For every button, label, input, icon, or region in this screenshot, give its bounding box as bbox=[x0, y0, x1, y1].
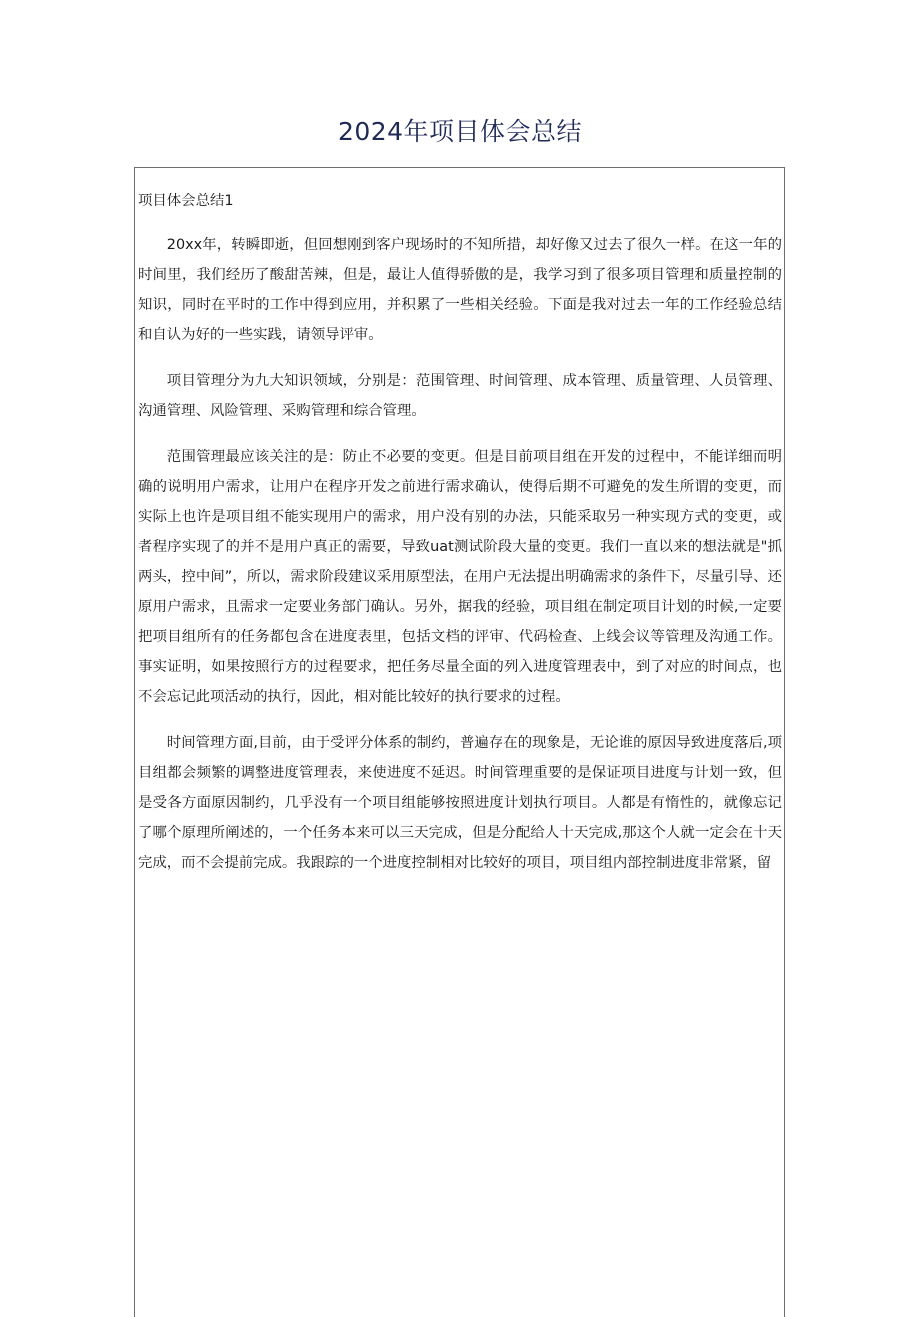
document-title: 2024年项目体会总结 bbox=[337, 117, 583, 146]
paragraph-time-management: 时间管理方面,目前，由于受评分体系的制约，普遍存在的现象是，无论谁的原因导致进度落后,项目组都会频繁的调整进度管理表，来使进度不延迟。时间管理重要的是保证项目进度与计划一致，但是受各方面原因制约，几乎没有一个项目组能够按照进度计划执行项目。人都是有惰性的，就像忘记了哪个原理所阐述的，一个任务本来可以三天完成，但是分配给人十天完成,那这个人就一定会在十天完成，而不会提前完成。我跟踪的一个进度控制相对比较好的项目，项目组内部控制进度非常紧，留 bbox=[138, 735, 782, 871]
document-body bbox=[138, 188, 782, 894]
paragraph-intro: 20xx年，转瞬即逝，但回想刚到客户现场时的不知所措，却好像又过去了很久一样。在这一年的时间里，我们经历了酸甜苦辣，但是，最让人值得骄傲的是，我学习到了很多项目管理和质量控制的知识，同时在平时的工作中得到应用，并积累了一些相关经验。下面是我对过去一年的工作经验总结和自认为好的一些实践，请领导评审。 bbox=[138, 237, 782, 343]
section-heading: 项目体会总结1 bbox=[138, 193, 234, 209]
paragraph-scope-management: 范围管理最应该关注的是：防止不必要的变更。但是目前项目组在开发的过程中，不能详细而明确的说明用户需求，让用户在程序开发之前进行需求确认，使得后期不可避免的发生所谓的变更，而实际上也许是项目组不能实现用户的需求，用户没有别的办法，只能采取另一种实现方式的变更，或者程序实现了的并不是用户真正的需要，导致uat测试阶段大量的变更。我们一直以来的想法就是"抓两头，控中间”，所以，需求阶段建议采用原型法，在用户无法提出明确需求的条件下，尽量引导、还原用户需求，且需求一定要业务部门确认。另外，据我的经验，项目组在制定项目计划的时候,一定要把项目组所有的任务都包含在进度表里，包括文档的评审、代码检查、上线会议等管理及沟通工作。事实证明，如果按照行方的过程要求，把任务尽量全面的列入进度管理表中，到了对应的时间点，也不会忘记此项活动的执行，因此，相对能比较好的执行要求的过程。 bbox=[138, 449, 782, 705]
paragraph-knowledge-areas: 项目管理分为九大知识领域，分别是：范围管理、时间管理、成本管理、质量管理、人员管理、沟通管理、风险管理、采购管理和综合管理。 bbox=[138, 373, 782, 419]
